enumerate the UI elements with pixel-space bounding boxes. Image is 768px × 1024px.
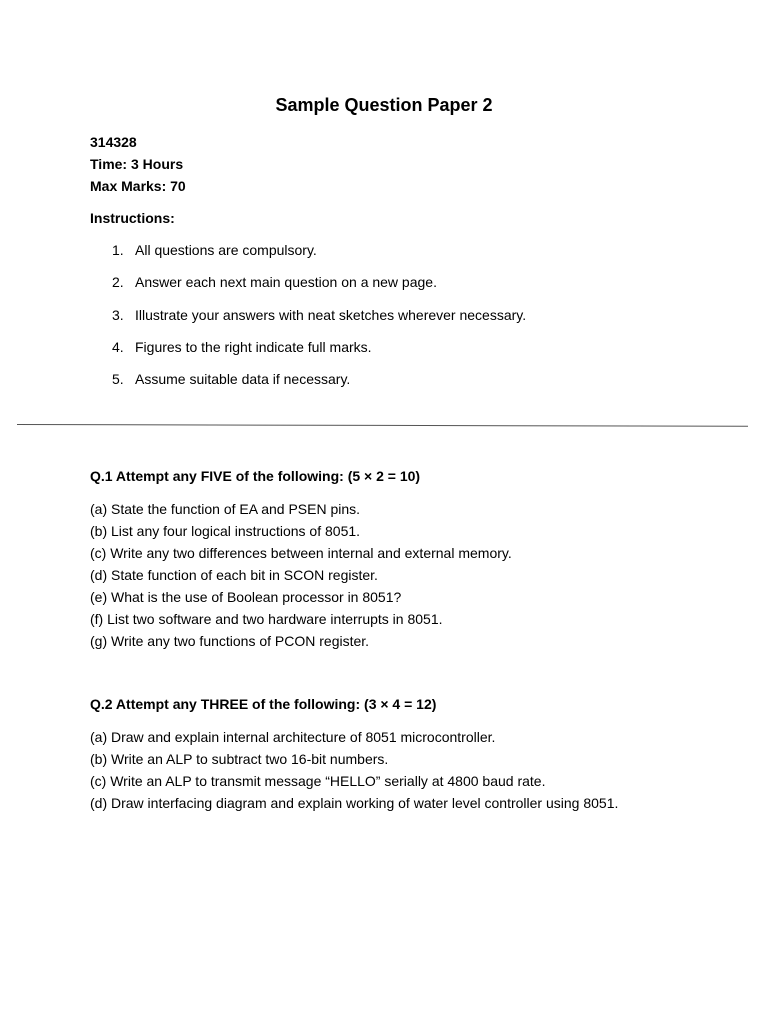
paper-code: 314328 [90,134,137,150]
instruction-text: Assume suitable data if necessary. [135,371,351,388]
instruction-item [90,304,710,336]
question-2-list [90,726,740,814]
question-1-heading: Q.1 Attempt any FIVE of the following: (5 × 2 = 10) [90,468,421,484]
instruction-item [90,271,710,303]
question-item: (a) Draw and explain internal architecture of 8051 microcontroller. [90,729,496,745]
instruction-item [90,336,710,368]
paper-meta [90,131,186,197]
question-item: (d) Draw interfacing diagram and explain working of water level controller using 8051. [90,795,619,811]
paper-max-marks: Max Marks: 70 [90,178,186,194]
instruction-text: Answer each next main question on a new page. [135,274,437,291]
question-item: (b) List any four logical instructions of 8051. [90,523,361,539]
instruction-item [90,368,710,400]
page-title: Sample Question Paper 2 [275,95,493,115]
question-item: (c) Write an ALP to transmit message “HELLO” serially at 4800 baud rate. [90,773,546,789]
instruction-text: Illustrate your answers with neat sketches wherever necessary. [135,306,527,323]
instructions-list [90,239,710,400]
instruction-number: 1. [112,242,124,258]
instructions-heading: Instructions: [90,210,175,226]
question-item: (b) Write an ALP to subtract two 16-bit numbers. [90,751,389,767]
instruction-number: 3. [112,306,124,323]
question-item: (d) State function of each bit in SCON register. [90,567,378,583]
instruction-number: 2. [112,274,124,291]
question-1-list [90,498,740,652]
question-item: (g) Write any two functions of PCON register. [90,633,370,649]
question-item: (e) What is the use of Boolean processor in 8051? [90,589,402,605]
instruction-text: Figures to the right indicate full marks. [135,338,372,355]
instruction-number: 4. [112,338,124,355]
instruction-number: 5. [112,371,124,388]
instruction-text: All questions are compulsory. [135,242,317,258]
question-2-heading: Q.2 Attempt any THREE of the following: (3 × 4 = 12) [90,696,437,712]
question-item: (c) Write any two differences between internal and external memory. [90,545,512,561]
section-divider [17,424,748,427]
question-item: (f) List two software and two hardware interrupts in 8051. [90,611,443,627]
instruction-item [90,239,710,271]
question-item: (a) State the function of EA and PSEN pins. [90,501,361,517]
paper-time: Time: 3 Hours [90,156,184,172]
